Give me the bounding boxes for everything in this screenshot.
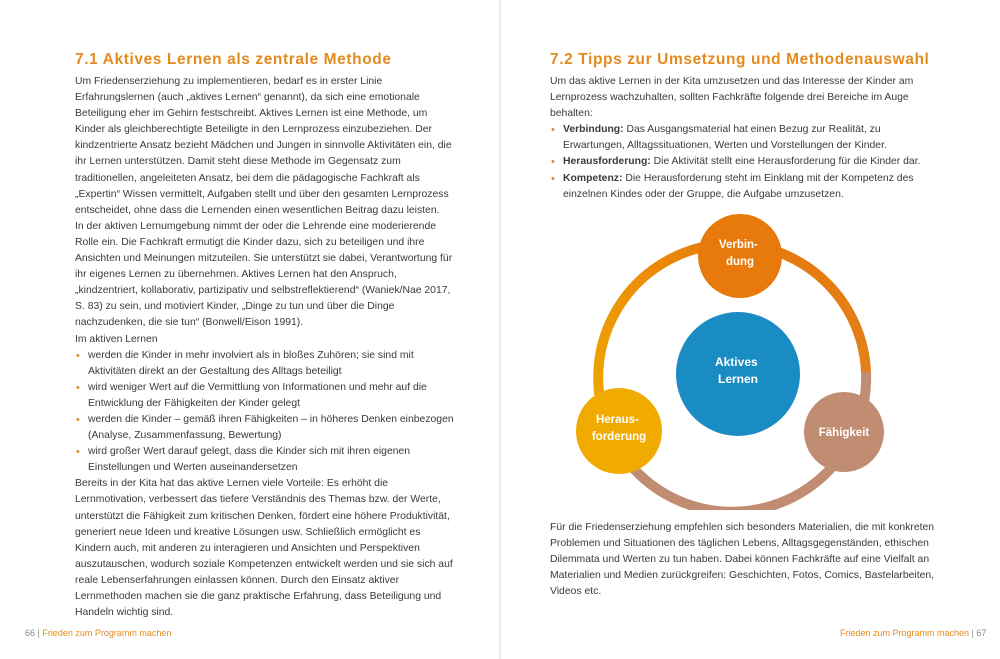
footer-right bbox=[840, 628, 986, 638]
list-item: • werden die Kinder in mehr involviert als in bloßes Zuhören; sie sind mit Aktivitäten direkt an der Gestaltung des Alltags beteiligt bbox=[75, 348, 457, 380]
paragraph-intro: Um Friedenserziehung zu implementieren, bedarf es in erster Linie Erfahrungslernen (auch „aktives Lernen“ genannt), da sich eine emotionale Beteiligung eher im Gehirn festschreibt. Aktives Lernen ist eine Methode, um Kinder als gleichberechtigte Beteiligte in den Lernprozess einzubeziehen. Der kindzentrierte Ansatz bezieht Mädchen und Jungen in sinnvolle Aktivitäten ein, die ihr Lernen unterstützen. Damit steht diese Methode im Gegensatz zum traditionellen, angeleiteten Ansatz, bei dem die pädagogische Fachkraft als „Expertin“ Wissen vermittelt, Aufgaben stellt und über den gesamten Lernprozess entscheidet, ohne dass die Lernenden einen wesentlichen Beitrag dazu leisten. bbox=[75, 76, 452, 216]
faehigkeit-label: Fähigkeit bbox=[818, 427, 870, 439]
section-heading-7-2: 7.2 Tipps zur Umsetzung und Methodenauswahl bbox=[550, 51, 930, 68]
tip-text: Das Ausgangsmaterial hat einen Bezug zur Realität, zu Erwartungen, Alltagssituationen, Werten und Vorstellungen der Kinder. bbox=[563, 124, 887, 152]
footer-left bbox=[25, 628, 171, 638]
tip-item-herausforderung bbox=[550, 154, 935, 170]
verbindung-label-line2: dung bbox=[725, 256, 755, 268]
verbindung-label-line1: Verbin- bbox=[718, 239, 758, 251]
tip-term: Kompetenz: bbox=[563, 172, 623, 184]
herausforderung-label-line2: forderung bbox=[591, 431, 647, 443]
tip-text: Die Aktivität stellt eine Herausforderung für die Kinder dar. bbox=[650, 156, 921, 168]
right-page-closing bbox=[550, 520, 935, 600]
footer-separator: | bbox=[35, 628, 43, 638]
herausforderung-label-line1: Heraus- bbox=[595, 414, 639, 426]
active-learning-diagram bbox=[550, 200, 930, 510]
footer-separator: | bbox=[969, 628, 977, 638]
tips-list bbox=[550, 122, 935, 202]
page-number-left: 66 bbox=[25, 628, 36, 638]
left-page-content bbox=[75, 50, 457, 621]
paragraph-materials: Für die Friedenserziehung empfehlen sich besonders Materialien, die mit konkreten Problemen und Situationen des täglichen Lebens, Alltagsgegenständen, ethischen Dilemmata und Werten zu tun haben. Dabei können Fachkräfte auf eine Vielfalt an Materialien und Medien zurückgreifen: Geschichten, Fotos, Comics, Bastelarbeiten, Videos etc. bbox=[550, 522, 935, 598]
list-item: • wird weniger Wert auf die Vermittlung von Informationen und mehr auf die Entwicklung der Fähigkeiten der Kinder gelegt bbox=[75, 380, 457, 412]
paragraph-tips-intro: Um das aktive Lernen in der Kita umzusetzen und das Interesse der Kinder am Lernprozess wachzuhalten, sollten Fachkräfte folgende drei Bereiche im Auge behalten: bbox=[550, 76, 914, 120]
section-heading-7-1: 7.1 Aktives Lernen als zentrale Methode bbox=[75, 51, 392, 68]
footer-title-right: Frieden zum Programm machen bbox=[840, 628, 970, 638]
list-item: • wird großer Wert darauf gelegt, dass die Kinder sich mit ihren eigenen Einstellungen und Werten auseinandersetzen bbox=[75, 444, 457, 476]
page-gutter bbox=[499, 0, 501, 659]
footer-title-left: Frieden zum Programm machen bbox=[42, 628, 172, 638]
tip-item-verbindung bbox=[550, 122, 935, 154]
tip-text: Die Herausforderung steht im Einklang mit der Kompetenz des einzelnen Kindes oder der Gruppe, die Aufgabe umzusetzen. bbox=[563, 172, 914, 200]
tip-term: Herausforderung: bbox=[563, 156, 651, 168]
page-number-right: 67 bbox=[976, 628, 987, 638]
right-page-content bbox=[550, 50, 935, 203]
center-label-line2: Lernen bbox=[717, 372, 759, 386]
active-learning-list bbox=[75, 348, 457, 477]
list-item: • werden die Kinder – gemäß ihren Fähigkeiten – in höheres Denken einbezogen (Analyse, Zusammenfassung, Bewertung) bbox=[75, 412, 457, 444]
paragraph-benefits: Bereits in der Kita hat das aktive Lernen viele Vorteile: Es erhöht die Lernmotivation, verbessert das tiefere Verständnis des Themas bzw. der Werte, unterstützt die Fähigkeit zum kritischen Denken, fördert eine höhere Produktivität, generiert neue Ideen und kreative Lösungen usw. Schließlich ermöglicht es Kindern auch, mit anderen zu interagieren und Ansichten und Perspektiven auszutauschen, wodurch soziale Kompetenzen entwickelt werden und sie sich auf reale Lebenserfahrungen einlassen können. Durch den Einsatz aktiver Lernmethoden machen sie die ganz praktische Erfahrung, dass Beteiligung und Handeln wichtig sind. bbox=[75, 478, 453, 619]
list-intro: Im aktiven Lernen bbox=[75, 333, 158, 345]
center-label-line1: Aktives bbox=[714, 355, 758, 369]
tip-term: Verbindung: bbox=[563, 124, 624, 136]
svg-text:Fähigkeit bbox=[819, 427, 870, 439]
paragraph-learning-environment: In der aktiven Lernumgebung nimmt der oder die Lehrende eine moderierende Rolle ein. Die Fachkraft ermutigt die Kinder dazu, sich zu beteiligen und ihre Ansichten und Meinungen mitzuteilen. Sie unterstützt sie dabei, Verantwortung für ihr eigenes Lernen zu übernehmen. Aktives Lernen hat den Anspruch, „kindzentriert, kollaborativ, partizipativ und selbstreflektierend“ (Waniek/Nae 2017, S. 83) zu sein, und motiviert Kinder, „Dinge zu tun und über die Dinge nachzudenken, die sie tun“ (Bonwell/Eison 1991). bbox=[75, 220, 453, 329]
tip-item-kompetenz bbox=[550, 171, 935, 203]
